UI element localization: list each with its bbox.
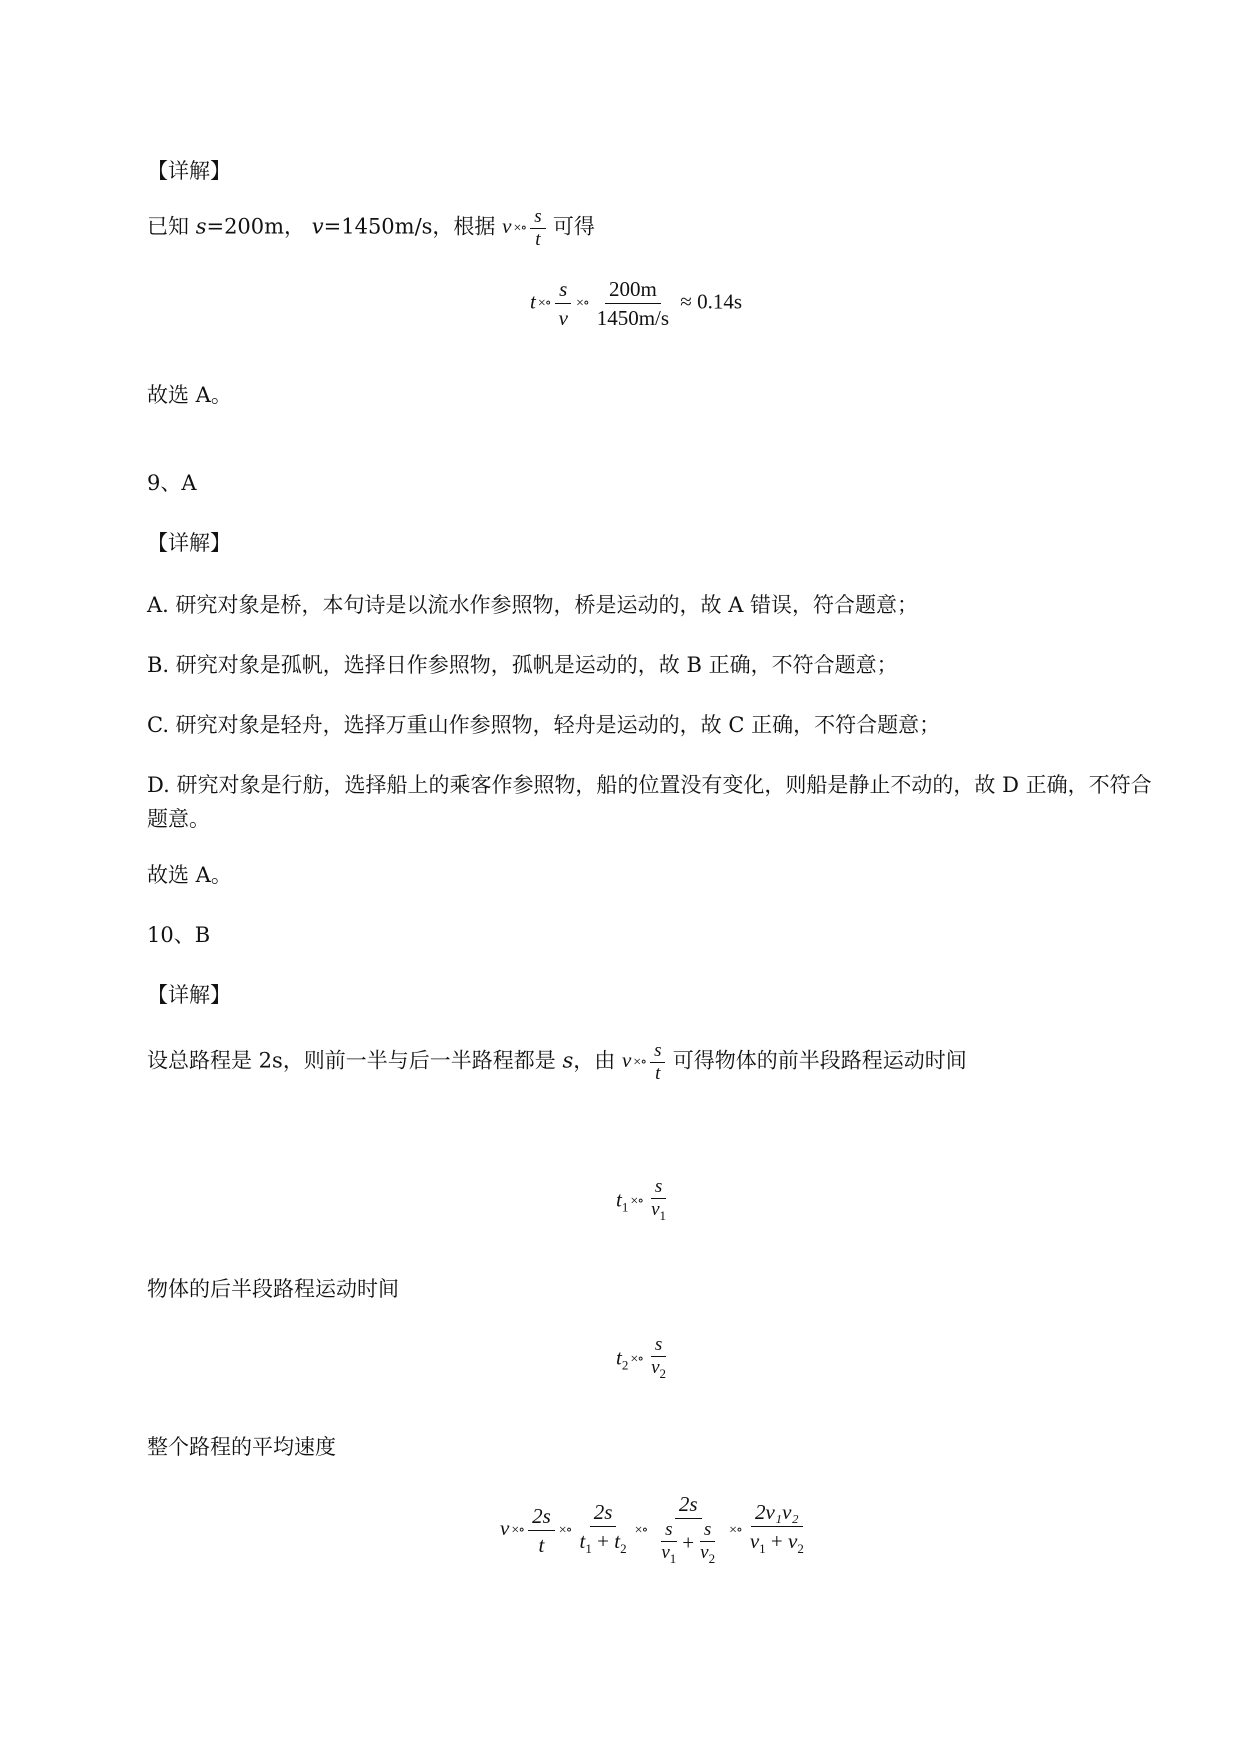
answer-line: 故选 A。 (147, 863, 232, 887)
option-b-text: B. 研究对象是孤帆，选择日作参照物，孤帆是运动的，故 B 正确，不符合题意； (147, 653, 898, 677)
question-number: 9、A (147, 471, 197, 495)
second-half-label: 物体的后半段路程运动时间 (147, 1277, 399, 1301)
section-heading: 【详解】 (147, 159, 231, 183)
option-d-text: D. 研究对象是行舫，选择船上的乘客作参照物，船的位置没有变化，则船是静止不动的，故 D 正确，不符合题意。 (147, 773, 1152, 831)
given-line: 已知 s=200m， v=1450m/s，根据 v ×∘ $\frac{s}{t}$ 可得 (147, 206, 595, 250)
section-heading: 【详解】 (147, 531, 231, 555)
speed-formula: v ×∘ $\frac{s}{t}$ (502, 214, 553, 238)
average-speed-equation: v ×∘ $\frac{2s}{t}$ ×∘ $\frac{2s}{t_1 + t_2}$ ×∘ 2s $\frac{s}{v_1}$ + $\frac{s}{v_2}$ ×∘ $\frac{\text{2v₁v₂}}{v_1 + v_2}$ (500, 1492, 804, 1566)
option-c-text: C. 研究对象是轻舟，选择万重山作参照物，轻舟是运动的，故 C 正确，不符合题意； (147, 713, 941, 737)
answer-line: 故选 A。 (147, 383, 232, 407)
option-a-text: A. 研究对象是桥，本句诗是以流水作参照物，桥是运动的，故 A 错误，符合题意； (147, 593, 919, 617)
average-speed-label: 整个路程的平均速度 (147, 1435, 336, 1459)
speed-formula: v ×∘ $\frac{s}{t}$ (622, 1048, 673, 1072)
setup-line: 设总路程是 2s，则前一半与后一半路程都是 s，由 v ×∘ $\frac{s}{t}$ 可得物体的前半段路程运动时间 (147, 1040, 967, 1084)
second-half-time-equation: $t_2$ ×∘ $\frac{s}{v_2}$ (616, 1334, 667, 1381)
question-number: 10、B (147, 923, 211, 947)
first-half-time-equation: $t_1$ ×∘ $\frac{s}{v_1}$ (616, 1176, 667, 1223)
time-equation: t ×∘ $\frac{s}{v}$ ×∘ $\frac{200m}{1450m/s}$ ≈ 0.14s (530, 277, 742, 330)
section-heading: 【详解】 (147, 983, 231, 1007)
